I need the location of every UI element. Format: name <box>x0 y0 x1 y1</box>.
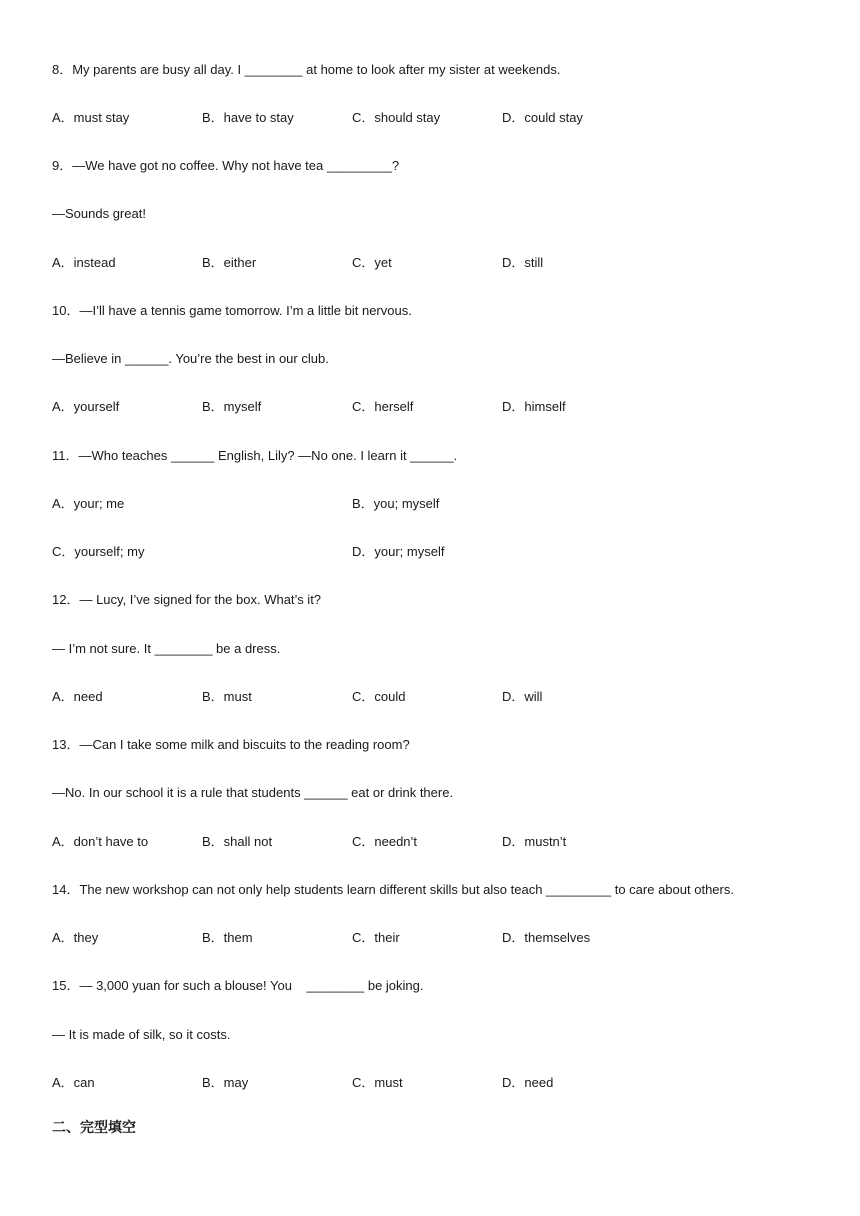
question-9-option-c: C．yet <box>352 255 392 270</box>
question-8-stem: 8．My parents are busy all day. I ________ at home to look after my sister at weekends. <box>52 62 561 77</box>
question-11-option-a: A．your; me <box>52 496 125 511</box>
question-9-option-b: B．either <box>202 255 257 270</box>
question-9-reply: —Sounds great! <box>52 206 146 221</box>
question-10-option-a: A．yourself <box>52 399 120 414</box>
question-12-option-a: A．need <box>52 689 103 704</box>
question-15-option-c: C．must <box>352 1075 403 1090</box>
question-8-option-b: B．have to stay <box>202 110 294 125</box>
question-9-option-d: D．still <box>502 255 544 270</box>
question-13-option-b: B．shall not <box>202 834 273 849</box>
question-11-stem: 11．—Who teaches ______ English, Lily? —No one. I learn it ______. <box>52 448 458 463</box>
question-15-option-d: D．need <box>502 1075 554 1090</box>
question-8-option-a: A．must stay <box>52 110 130 125</box>
question-12-option-d: D．will <box>502 689 543 704</box>
question-9-stem: 9．—We have got no coffee. Why not have tea _________? <box>52 158 400 173</box>
question-10-option-b: B．myself <box>202 399 262 414</box>
question-10-option-d: D．himself <box>502 399 566 414</box>
question-12-stem: 12．— Lucy, I’ve signed for the box. What’s it? <box>52 592 322 607</box>
question-14-option-d: D．themselves <box>502 930 591 945</box>
question-14-option-a: A．they <box>52 930 99 945</box>
question-13-reply: —No. In our school it is a rule that students ______ eat or drink there. <box>52 785 454 800</box>
question-15-option-a: A．can <box>52 1075 95 1090</box>
question-14-option-c: C．their <box>352 930 400 945</box>
question-15-stem: 15．— 3,000 yuan for such a blouse! You ________ be joking. <box>52 978 424 993</box>
question-12-option-b: B．must <box>202 689 252 704</box>
question-8-option-c: C．should stay <box>352 110 441 125</box>
question-10-option-c: C．herself <box>352 399 414 414</box>
question-9-option-a: A．instead <box>52 255 116 270</box>
question-10-reply: —Believe in ______. You’re the best in our club. <box>52 351 329 366</box>
question-15-reply: — It is made of silk, so it costs. <box>52 1027 231 1042</box>
question-13-stem: 13．—Can I take some milk and biscuits to the reading room? <box>52 737 410 752</box>
question-13-option-c: C．needn’t <box>352 834 418 849</box>
question-10-stem: 10．—I’ll have a tennis game tomorrow. I’m a little bit nervous. <box>52 303 412 318</box>
section-title: 二、完型填空 <box>52 1119 136 1135</box>
question-14-stem: 14．The new workshop can not only help students learn different skills but also teach _________ to care about others. <box>52 882 734 897</box>
question-12-reply: — I’m not sure. It ________ be a dress. <box>52 641 281 656</box>
question-13-option-a: A．don’t have to <box>52 834 149 849</box>
question-13-option-d: D．mustn’t <box>502 834 567 849</box>
question-11-option-b: B．you; myself <box>352 496 440 511</box>
question-15-option-b: B．may <box>202 1075 249 1090</box>
question-11-option-c: C．yourself; my <box>52 544 145 559</box>
question-8-option-d: D．could stay <box>502 110 583 125</box>
question-11-option-d: D．your; myself <box>352 544 445 559</box>
question-14-option-b: B．them <box>202 930 253 945</box>
question-12-option-c: C．could <box>352 689 406 704</box>
